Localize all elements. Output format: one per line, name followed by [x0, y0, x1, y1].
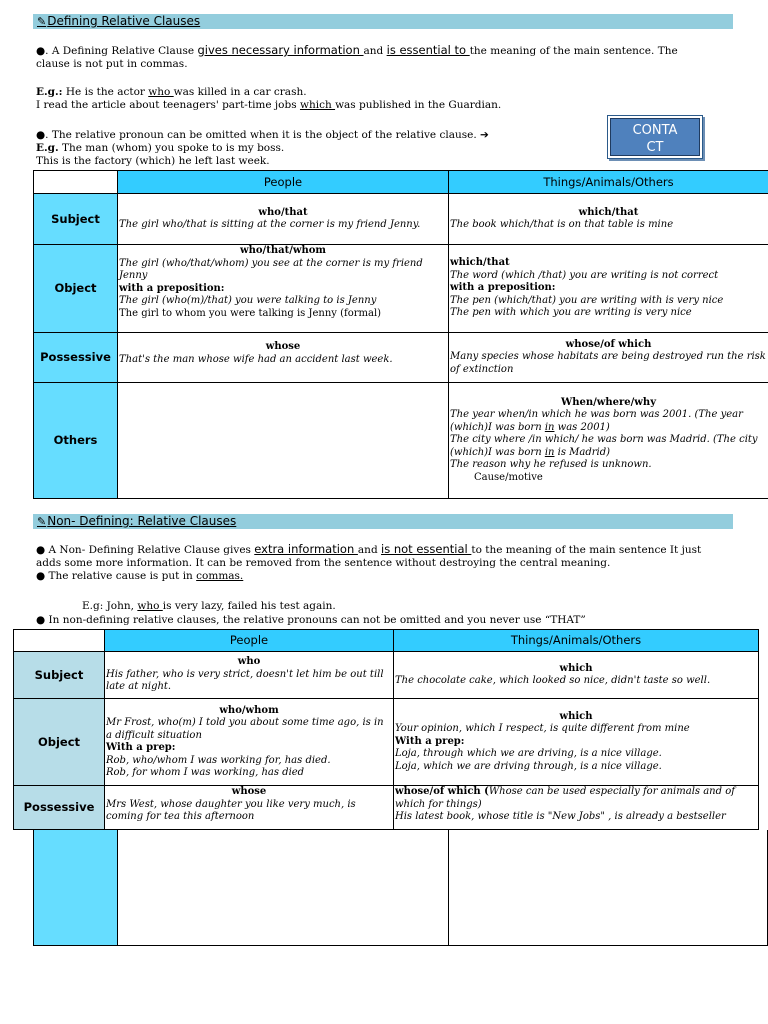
cell-possessive-people: whose That's the man whose wife had an accident last week.: [118, 333, 449, 383]
contact-button[interactable]: [607, 115, 703, 159]
row-label-possessive: Possessive: [34, 333, 118, 383]
section-title-defining: ✎Defining Relative Clauses: [33, 14, 733, 29]
section-title-non-defining: ✎Non- Defining: Relative Clauses: [33, 514, 733, 529]
defining-table: [33, 170, 768, 499]
row-label-object: Object: [34, 245, 118, 333]
cell-object-people: who/that/whom The girl (who/that/whom) you see at the corner is my friend Jenny with a preposition: The girl (who(m)/that) you were talking to is Jenny The girl to whom you were talking is Jenny (formal): [118, 245, 449, 333]
defining-intro: ●. A Defining Relative Clause gives necessary information and is essential to the meaning of the main sentence. The clause is not put in commas.: [36, 43, 678, 70]
omission-note: ●. The relative pronoun can be omitted when it is the object of the relative clause. ➔ E.g. The man (whom) you spoke to is my boss. This is the factory (which) he left last week.: [36, 129, 489, 167]
cell-possessive-things: whose/of which (Whose can be used especially for animals and of which for things) His latest book, whose title is "New Jobs" , is already a bestseller: [394, 786, 759, 830]
cell-possessive-things: whose/of which Many species whose habitats are being destroyed run the risk of extinction: [449, 333, 768, 383]
cell-subject-things: which The chocolate cake, which looked so nice, didn't taste so well.: [394, 652, 759, 699]
row-label-others: Others: [34, 383, 118, 499]
defining-examples: E.g.: He is the actor who was killed in a car crash. I read the article about teenagers' part-time jobs which was published in the Guardian.: [36, 86, 502, 111]
non-defining-note: ● In non-defining relative clauses, the relative pronouns can not be omitted and you never use “THAT”: [36, 614, 586, 626]
non-defining-intro: ● A Non- Defining Relative Clause gives extra information and is not essential to the meaning of the main sentence It just adds some more information. It can be removed from the sentence without destroying the central meaning. ● The relative cause is put in commas.: [36, 542, 702, 582]
row-label-possessive: Possessive: [14, 786, 105, 830]
empty-row-label: [34, 830, 118, 945]
contact-button-face[interactable]: CONTA CT: [610, 118, 700, 156]
cell-others-people: [118, 383, 449, 499]
column-header-people: People: [118, 171, 449, 194]
pencil-icon: ✎: [37, 515, 47, 528]
column-header-things: Things/Animals/Others: [449, 171, 768, 194]
empty-table-block: [33, 830, 768, 946]
row-label-subject: Subject: [14, 652, 105, 699]
cell-possessive-people: whose Mrs West, whose daughter you like very much, is coming for tea this afternoon: [105, 786, 394, 830]
cell-object-things: which/that The word (which /that) you are writing is not correct with a preposition: The pen (which/that) you are writing with is very nice The pen with which you are writing is very nice: [449, 245, 768, 333]
cell-subject-things: which/that The book which/that is on that table is mine: [449, 194, 768, 245]
non-defining-example: E.g: John, who is very lazy, failed his test again.: [82, 600, 336, 612]
column-header-things: Things/Animals/Others: [394, 630, 759, 652]
cell-object-people: who/whom Mr Frost, who(m) I told you about some time ago, is in a difficult situation With a prep: Rob, who/whom I was working for, has died. Rob, for whom I was working, has died: [105, 699, 394, 786]
row-label-subject: Subject: [34, 194, 118, 245]
column-header-people: People: [105, 630, 394, 652]
cell-subject-people: who/that The girl who/that is sitting at the corner is my friend Jenny.: [118, 194, 449, 245]
pencil-icon: ✎: [37, 15, 47, 28]
cell-object-things: which Your opinion, which I respect, is quite different from mine With a prep: Loja, through which we are driving, is a nice village. Loja, which we are driving through, is a nice village.: [394, 699, 759, 786]
non-defining-table: [13, 629, 759, 830]
cell-others-things: When/where/why The year when/in which he was born was 2001. (The year (which)I was born in was 2001) The city where /in which/ he was born was Madrid. (The city (which)I was born in is Madrid) The reason why he refused is unknown. Cause/motive: [449, 383, 768, 499]
cell-subject-people: who His father, who is very strict, doesn't let him be out till late at night.: [105, 652, 394, 699]
row-label-object: Object: [14, 699, 105, 786]
